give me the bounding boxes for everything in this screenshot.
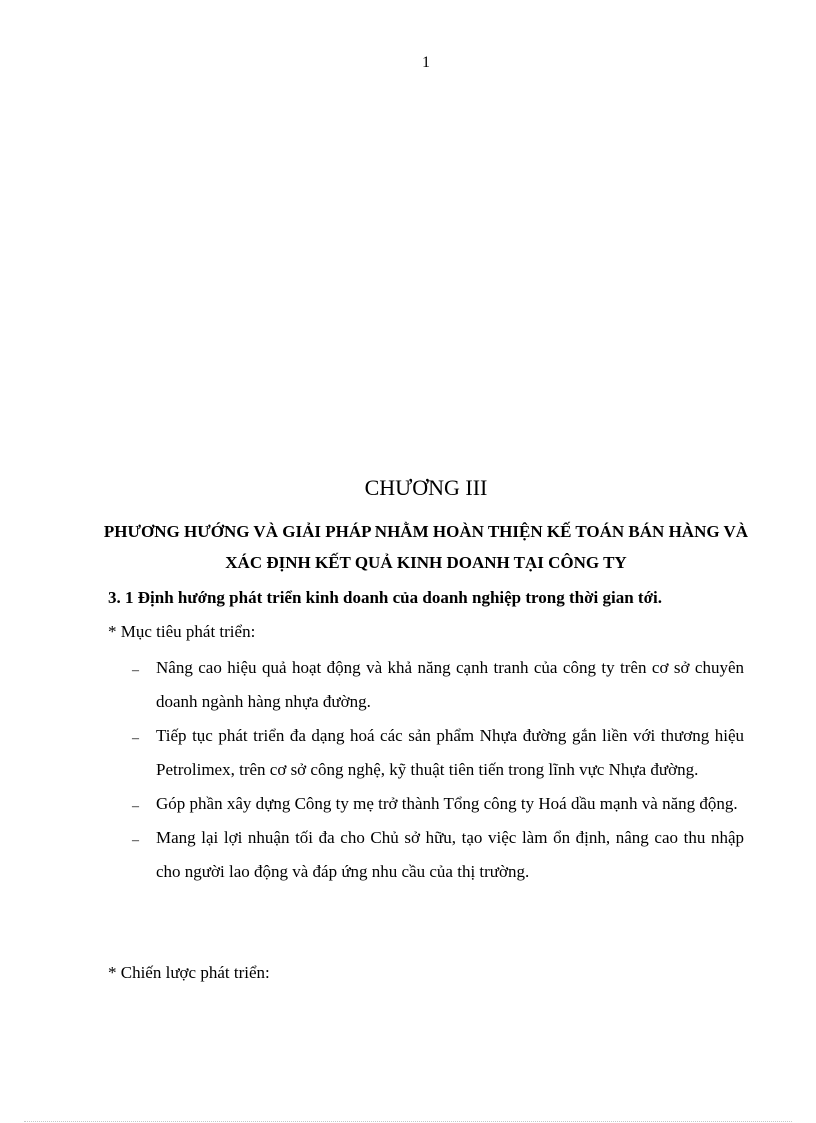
list-item [108,787,744,821]
dash-bullet-icon: – [132,731,139,746]
goals-list [108,651,744,889]
list-item-text: Góp phần xây dựng Công ty mẹ trở thành Tổng công ty Hoá dầu mạnh và năng động. [156,794,738,813]
list-item-text: Nâng cao hiệu quả hoạt động và khả năng cạnh tranh của công ty trên cơ sở chuyên doanh ngành hàng nhựa đường. [156,658,744,711]
dash-bullet-icon: – [132,799,139,814]
list-item-text: Tiếp tục phát triển đa dạng hoá các sản phẩm Nhựa đường gắn liền với thương hiệu Petrolimex, trên cơ sở công nghệ, kỹ thuật tiên tiến trong lĩnh vực Nhựa đường. [156,726,744,779]
chapter-subtitle: PHƯƠNG HƯỚNG VÀ GIẢI PHÁP NHẰM HOÀN THIỆN KẾ TOÁN BÁN HÀNG VÀ XÁC ĐỊNH KẾT QUẢ KINH DOANH TẠI CÔNG TY [103,522,749,572]
list-item [108,651,744,719]
section-heading: 3. 1 Định hướng phát triển kinh doanh của doanh nghiệp trong thời gian tới. [108,588,662,607]
list-item [108,719,744,787]
list-item-text: Mang lại lợi nhuận tối đa cho Chủ sở hữu, tạo việc làm ổn định, nâng cao thu nhập cho người lao động và đáp ứng nhu cầu của thị trường. [156,828,744,881]
page-bottom-divider [24,1121,792,1122]
dash-bullet-icon: – [132,833,139,848]
dash-bullet-icon: – [132,663,139,678]
list-item [108,821,744,889]
page-number: 1 [422,54,430,71]
goals-label: * Mục tiêu phát triển: [108,622,256,641]
strategy-label: * Chiến lược phát triển: [108,963,270,982]
chapter-title: CHƯƠNG III [364,475,488,500]
